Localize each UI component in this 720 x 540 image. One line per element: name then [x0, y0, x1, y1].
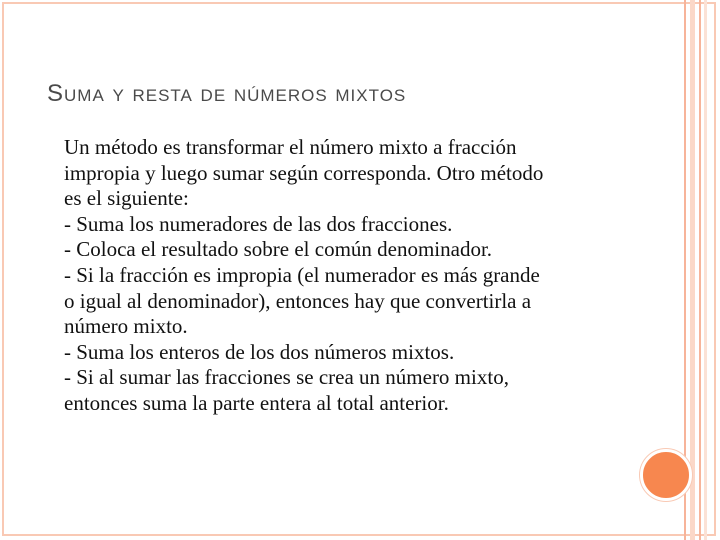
body-line: entonces suma la parte entera al total anterior.	[64, 390, 449, 415]
decorative-stripe	[704, 0, 707, 540]
slide-body-text	[64, 135, 629, 417]
decorative-stripe	[690, 0, 695, 540]
slide-title: Suma y resta de números mixtos	[47, 80, 407, 107]
body-line: - Suma los numeradores de las dos fracciones.	[64, 211, 453, 236]
body-line: impropia y luego sumar según corresponda. Otro método	[64, 160, 544, 185]
body-line: o igual al denominador), entonces hay que convertirla a	[64, 288, 532, 313]
accent-circle-decoration	[640, 449, 692, 501]
decorative-stripe	[699, 0, 701, 540]
body-line: Un método es transformar el número mixto a fracción	[64, 135, 517, 159]
body-line: - Suma los enteros de los dos números mixtos.	[64, 339, 455, 364]
body-line: número mixto.	[64, 314, 188, 339]
body-line: - Si al sumar las fracciones se crea un número mixto,	[64, 365, 509, 390]
body-line: es el siguiente:	[64, 186, 189, 211]
body-line: - Si la fracción es impropia (el numerador es más grande	[64, 262, 540, 287]
body-line: - Coloca el resultado sobre el común denominador.	[64, 237, 493, 262]
